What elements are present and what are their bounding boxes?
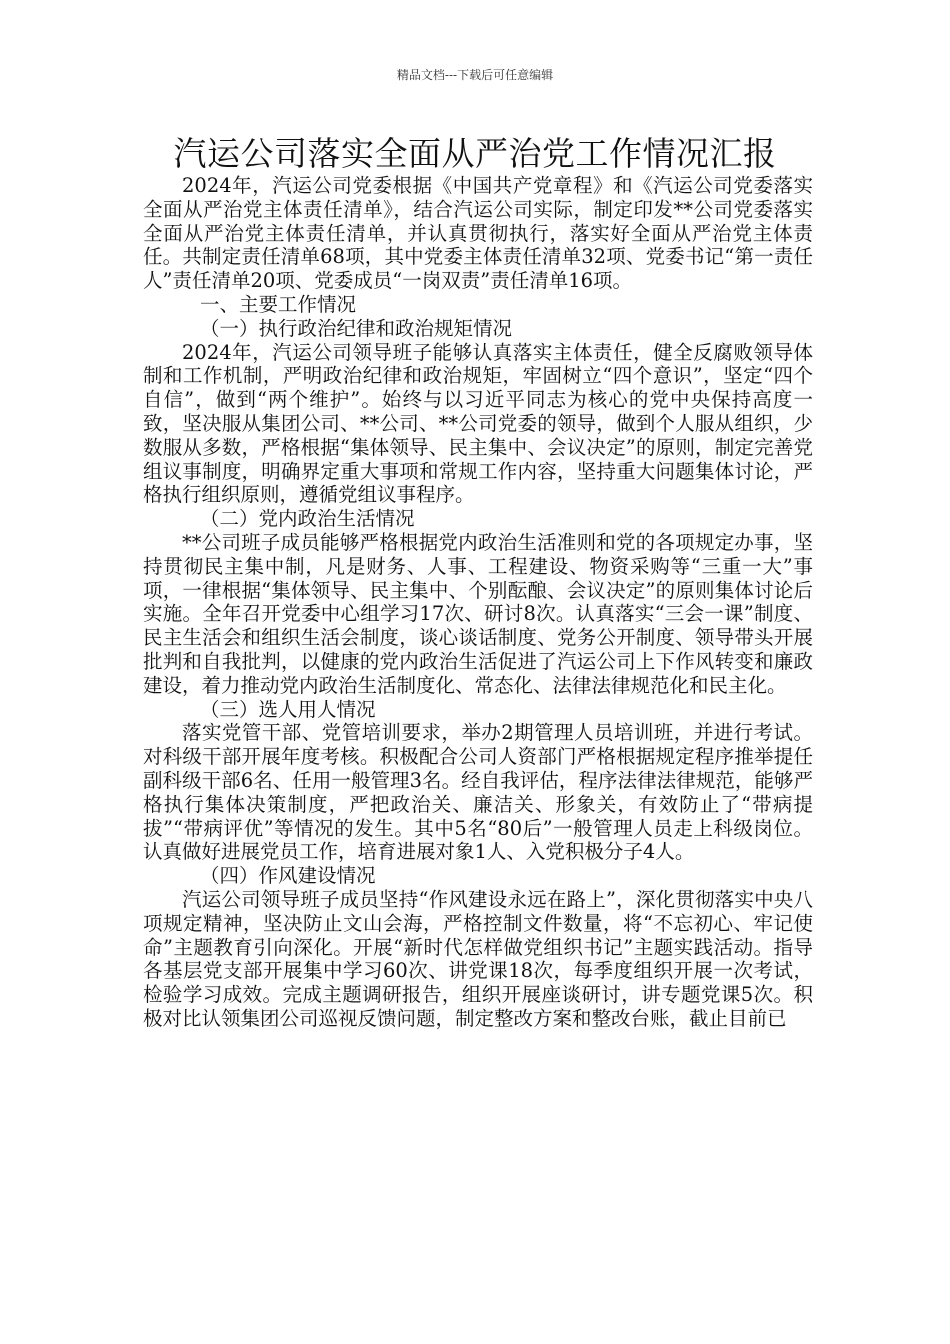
subsection-heading-party-life: （二）党内政治生活情况 — [200, 507, 415, 531]
paragraph-work-style: 汽运公司领导班子成员坚持“作风建设永远在路上”，深化贯彻落实中央八项规定精神，坚决防止文山会海，严格控制文件数量，将“不忘初心、牢记使命”主题教育引向深化。开展“新时代怎样做党组织书记”主题实践活动。指导各基层党支部开展集中学习60次、讲党课18次，每季度组织开展一次考试，检验学习成效。完成主题调研报告，组织开展座谈研讨，讲专题党课5次。积极对比认领集团公司巡视反馈问题，制定整改方案和整改台账，截止目前已 — [143, 887, 813, 1030]
paragraph-intro: 2024年，汽运公司党委根据《中国共产党章程》和《汽运公司党委落实全面从严治党主体责任清单》，结合汽运公司实际，制定印发**公司党委落实全面从严治党主体责任清单，并认真贯彻执行，落实好全面从严治党主体责任。共制定责任清单68项，其中党委主体责任清单32项、党委书记“第一责任人”责任清单20项、党委成员“一岗双责”责任清单16项。 — [143, 174, 813, 293]
page-header: 精品文档---下载后可任意编辑 — [396, 68, 554, 82]
document-body — [143, 174, 813, 1031]
subsection-heading-political-discipline: （一）执行政治纪律和政治规矩情况 — [200, 316, 513, 340]
paragraph-personnel: 落实党管干部、党管培训要求，举办2期管理人员培训班，并进行考试。对科级干部开展年度考核。积极配合公司人资部门严格根据规定程序推举提任副科级干部6名、任用一般管理3名。经自我评估，程序法律法律规范，能够严格执行集体决策制度，严把政治关、廉洁关、形象关，有效防止了“带病提拔”“带病评优”等情况的发生。其中5名“80后”一般管理人员走上科级岗位。认真做好进展党员工作，培育进展对象1人、入党积极分子4人。 — [143, 721, 813, 864]
subsection-heading-work-style: （四）作风建设情况 — [200, 864, 376, 888]
document-title: 汽运公司落实全面从严治党工作情况汇报 — [173, 134, 777, 173]
paragraph-political-discipline: 2024年，汽运公司领导班子能够认真落实主体责任，健全反腐败领导体制和工作机制，严明政治纪律和政治规矩，牢固树立“四个意识”，坚定“四个自信”，做到“两个维护”。始终与以习近平同志为核心的党中央保持高度一致，坚决服从集团公司、**公司、**公司党委的领导，做到个人服从组织，少数服从多数，严格根据“集体领导、民主集中、会议决定”的原则，制定完善党组议事制度，明确界定重大事项和常规工作内容，坚持重大问题集体讨论，严格执行组织原则，遵循党组议事程序。 — [143, 340, 813, 507]
paragraph-party-life: **公司班子成员能够严格根据党内政治生活准则和党的各项规定办事，坚持贯彻民主集中制，凡是财务、人事、工程建设、物资采购等“三重一大”事项，一律根据“集体领导、民主集中、个别酝酿、会议决定”的原则集体讨论后实施。全年召开党委中心组学习17次、研讨8次。认真落实“三会一课”制度、民主生活会和组织生活会制度，谈心谈话制度、党务公开制度、领导带头开展批判和自我批判，以健康的党内政治生活促进了汽运公司上下作风转变和廉政建设，着力推动党内政治生活制度化、常态化、法律法律规范化和民主化。 — [143, 530, 813, 697]
section-heading-main-work: 一、主要工作情况 — [200, 292, 357, 316]
subsection-heading-personnel: （三）选人用人情况 — [200, 697, 376, 721]
